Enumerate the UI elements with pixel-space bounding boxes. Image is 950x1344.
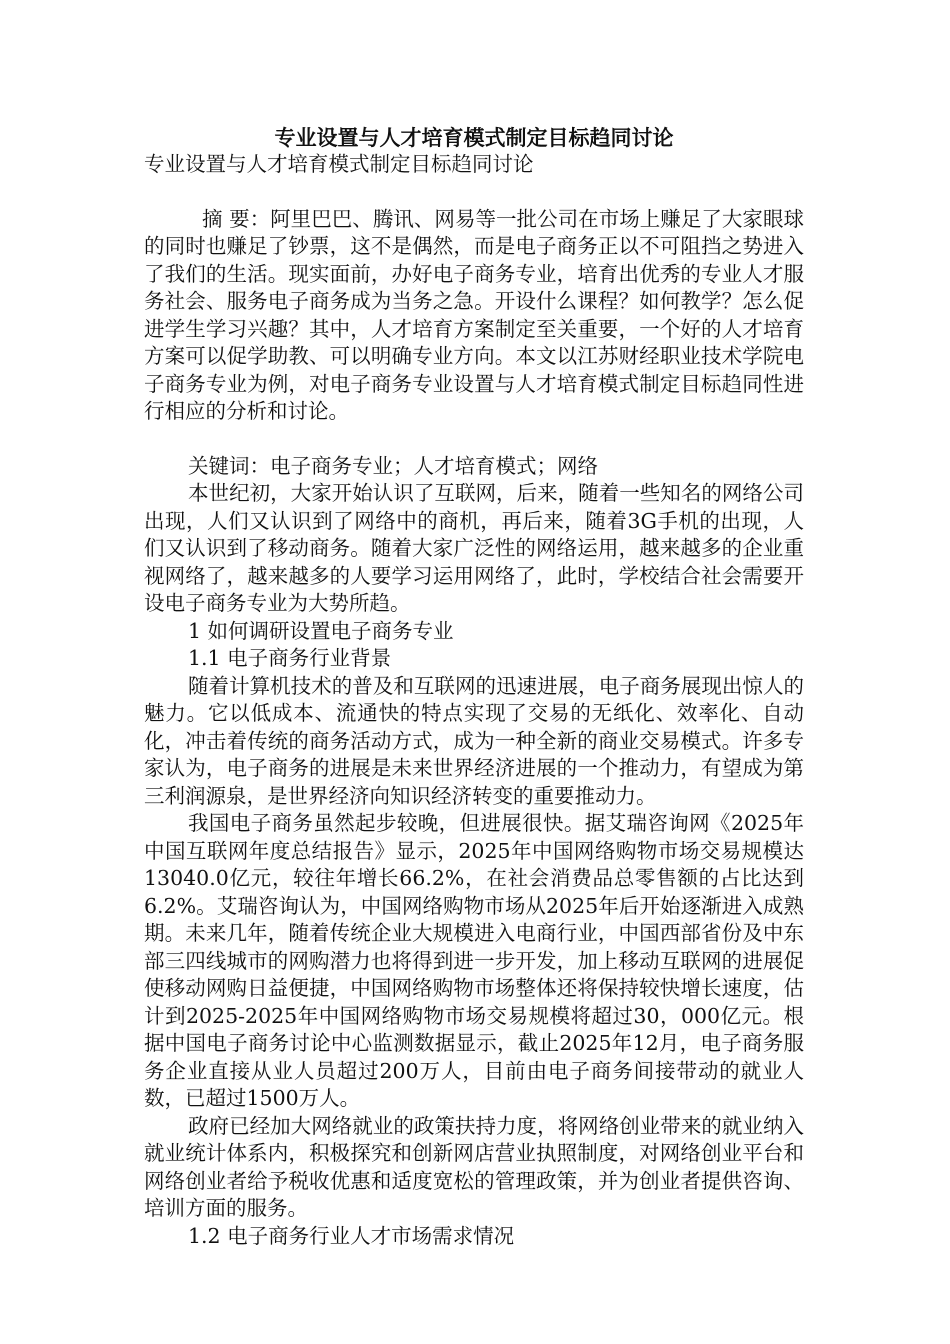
intro-paragraph: 本世纪初，大家开始认识了互联网，后来，随着一些知名的网络公司出现，人们又认识到了网络中的商机，再后来，随着3G手机的出现，人们又认识到了移动商务。随着大家广泛性的网络运用，越来越多的企业重视网络了，越来越多的人要学习运用网络了，此时，学校结合社会需要开设电子商务专业为大势所趋。 [144, 481, 804, 615]
section-heading-1-2: 1.2 电子商务行业人才市场需求情况 [188, 1223, 515, 1248]
body-paragraph-1: 随着计算机技术的普及和互联网的迅速进展，电子商务展现出惊人的魅力。它以低成本、流通快的特点实现了交易的无纸化、效率化、自动化，冲击着传统的商务活动方式，成为一种全新的商业交易模式。许多专家认为，电子商务的进展是未来世界经济进展的一个推动力，有望成为第三利润源泉，是世界经济向知识经济转变的重要推动力。 [144, 673, 804, 808]
abstract-paragraph: 摘 要：阿里巴巴、腾讯、网易等一批公司在市场上赚足了大家眼球的同时也赚足了钞票，这不是偶然，而是电子商务正以不可阻挡之势进入了我们的生活。现实面前，办好电子商务专业，培育出优秀的专业人才服务社会、服务电子商务成为当务之急。开设什么课程？如何教学？怎么促进学生学习兴趣？其中，人才培育方案制定至关重要，一个好的人才培育方案可以促学助教、可以明确专业方向。本文以江苏财经职业技术学院电子商务专业为例，对电子商务专业设置与人才培育模式制定目标趋同性进行相应的分析和讨论。 [144, 206, 804, 423]
body-paragraph-3: 政府已经加大网络就业的政策扶持力度，将网络创业带来的就业纳入就业统计体系内，积极探究和创新网店营业执照制度，对网络创业平台和网络创业者给予税收优惠和适度宽松的管理政策，并为创业者提供咨询、培训方面的服务。 [144, 1113, 804, 1220]
section-heading-1-1: 1.1 电子商务行业背景 [188, 646, 392, 670]
document-subtitle: 专业设置与人才培育模式制定目标趋同讨论 [144, 152, 534, 176]
keywords-line: 关键词：电子商务专业；人才培育模式；网络 [188, 453, 598, 478]
document-body [144, 124, 804, 1250]
document-title: 专业设置与人才培育模式制定目标趋同讨论 [274, 125, 674, 150]
body-paragraph-2: 我国电子商务虽然起步较晚，但进展很快。据艾瑞咨询网《2025年中国互联网年度总结报告》显示，2025年中国网络购物市场交易规模达13040.0亿元，较往年增长66.2%，在社会消费品总零售额的占比达到6.2%。艾瑞咨询认为，中国网络购物市场从2025年后开始逐渐进入成熟期。未来几年，随着传统企业大规模进入电商行业，中国西部省份及中东部三四线城市的网购潜力也将得到进一步开发，加上移动互联网的进展促使移动网购日益便捷，中国网络购物市场整体还将保持较快增长速度，估计到2025-2025年中国网络购物市场交易规模将超过30，000亿元。根据中国电子商务讨论中心监测数据显示，截止2025年12月，电子商务服务企业直接从业人员超过200万人，目前由电子商务间接带动的就业人数，已超过1500万人。 [144, 811, 804, 1110]
section-heading-1: 1 如何调研设置电子商务专业 [188, 618, 454, 643]
